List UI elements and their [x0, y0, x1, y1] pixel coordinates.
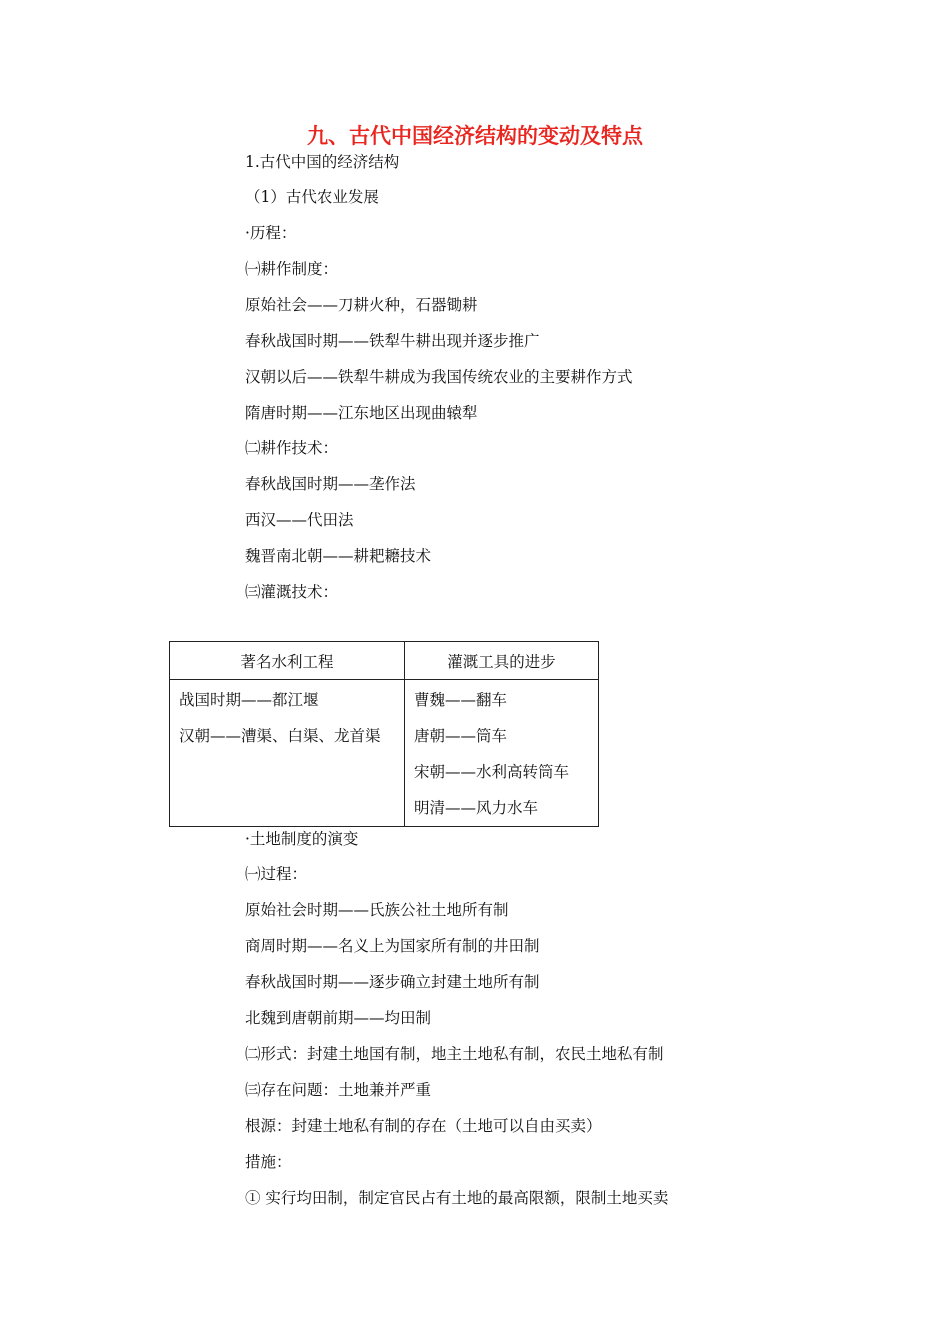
table-cell-line: 曹魏——翻车 [414, 691, 508, 709]
irrigation-heading: ㈢灌溉技术： [245, 583, 339, 601]
measures-heading: 措施： [245, 1153, 292, 1171]
table-cell-line: 唐朝——筒车 [414, 727, 508, 745]
measure-item: ① 实行均田制，制定官民占有土地的最高限额，限制土地买卖 [245, 1189, 669, 1207]
table-cell [170, 680, 405, 827]
table-cell-line: 汉朝——漕渠、白渠、龙首渠 [179, 727, 381, 745]
list-item: 春秋战国时期——铁犁牛耕出现并逐步推广 [245, 332, 540, 350]
problem-line: ㈢存在问题：土地兼并严重 [245, 1081, 432, 1099]
list-item: 春秋战国时期——逐步确立封建土地所有制 [245, 973, 540, 991]
table-cell [405, 680, 599, 827]
table-cell-line: 宋朝——水利高转筒车 [414, 763, 570, 781]
table-header: 灌溉工具的进步 [405, 642, 599, 680]
root-line: 根源：封建土地私有制的存在（土地可以自由买卖） [245, 1117, 602, 1135]
list-item: 商周时期——名义上为国家所有制的井田制 [245, 937, 540, 955]
list-item: 魏晋南北朝——耕耙耱技术 [245, 547, 432, 565]
table-header: 著名水利工程 [170, 642, 405, 680]
farming-tech-heading: ㈡耕作技术： [245, 439, 339, 457]
list-item: 汉朝以后——铁犁牛耕成为我国传统农业的主要耕作方式 [245, 368, 633, 386]
table-cell-line: 战国时期——都江堰 [179, 691, 319, 709]
history-heading: ·历程： [245, 224, 297, 242]
list-item: 隋唐时期——江东地区出现曲辕犁 [245, 404, 478, 422]
list-item: 北魏到唐朝前期——均田制 [245, 1009, 432, 1027]
irrigation-table [169, 641, 599, 827]
list-item: 春秋战国时期——垄作法 [245, 475, 416, 493]
subsection-heading: （1）古代农业发展 [245, 188, 379, 206]
list-item: 西汉——代田法 [245, 511, 354, 529]
list-item: 原始社会时期——氏族公社土地所有制 [245, 901, 509, 919]
list-item: 原始社会——刀耕火种，石器锄耕 [245, 296, 478, 314]
land-heading: ·土地制度的演变 [245, 830, 359, 848]
table-cell-line: 明清——风力水车 [414, 799, 539, 817]
forms-line: ㈡形式：封建土地国有制，地主土地私有制，农民土地私有制 [245, 1045, 664, 1063]
process-heading: ㈠过程： [245, 865, 308, 883]
section-heading: 1.古代中国的经济结构 [245, 153, 400, 171]
farming-system-heading: ㈠耕作制度： [245, 260, 339, 278]
page-title: 九、古代中国经济结构的变动及特点 [307, 124, 643, 148]
